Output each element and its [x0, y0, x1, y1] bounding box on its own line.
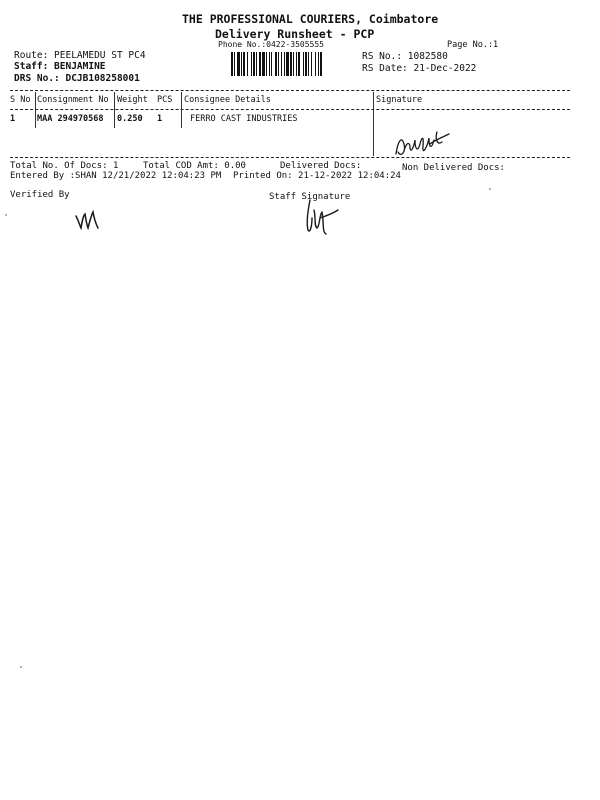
route-label: Route: PEELAMEDU ST PC4: [14, 50, 146, 61]
scan-speck: [489, 188, 491, 190]
cell-consignment-no: MAA 294970568: [37, 114, 104, 124]
cell-sno: 1: [10, 114, 16, 124]
drs-number: DRS No.: DCJB108258001: [14, 73, 140, 84]
cell-pcs: 1: [157, 114, 163, 124]
non-delivered-docs: Non Delivered Docs:: [402, 163, 505, 173]
receiver-signature: [393, 126, 455, 162]
entered-by: Entered By :SHAN 12/21/2022 12:04:23 PM: [10, 171, 222, 181]
col-divider: [114, 92, 115, 128]
table-top-rule: [10, 90, 570, 91]
barcode: [231, 52, 355, 76]
scan-speck: [20, 666, 22, 668]
company-name: THE PROFESSIONAL COURIERS, Coimbatore: [182, 12, 439, 26]
page-number: Page No.:1: [447, 40, 499, 50]
col-header-consignment: Consignment No: [37, 95, 109, 105]
verified-by-label: Verified By: [10, 190, 70, 200]
staff-label: Staff: BENJAMINE: [14, 61, 106, 72]
phone-number: Phone No.:0422-3505555: [218, 40, 324, 49]
col-divider: [35, 92, 36, 128]
col-header-weight: Weight: [117, 95, 148, 105]
col-divider: [181, 92, 182, 128]
col-header-signature: Signature: [376, 95, 423, 105]
scan-speck: [5, 214, 7, 216]
verifier-signature: [74, 208, 106, 232]
rs-number: RS No.: 1082580: [362, 51, 448, 62]
staff-signature: [298, 196, 342, 238]
table-bottom-rule: [10, 157, 570, 158]
document-title: Delivery Runsheet - PCP: [215, 27, 375, 41]
table-header-rule: [10, 109, 570, 110]
col-header-pcs: PCS: [157, 95, 173, 105]
cell-weight: 0.250: [117, 114, 143, 124]
delivered-docs: Delivered Docs:: [280, 161, 362, 171]
total-docs: Total No. Of Docs: 1: [10, 161, 119, 171]
cell-consignee: FERRO CAST INDUSTRIES: [190, 114, 298, 124]
rs-date: RS Date: 21-Dec-2022: [362, 63, 477, 74]
col-header-consignee: Consignee Details: [184, 95, 271, 105]
printed-on: Printed On: 21-12-2022 12:04:24: [233, 171, 401, 181]
col-header-sno: S No: [10, 95, 31, 105]
total-cod-amount: Total COD Amt: 0.00: [143, 161, 246, 171]
staff-signature-label: Staff Signature: [269, 192, 351, 202]
col-divider: [373, 92, 374, 156]
